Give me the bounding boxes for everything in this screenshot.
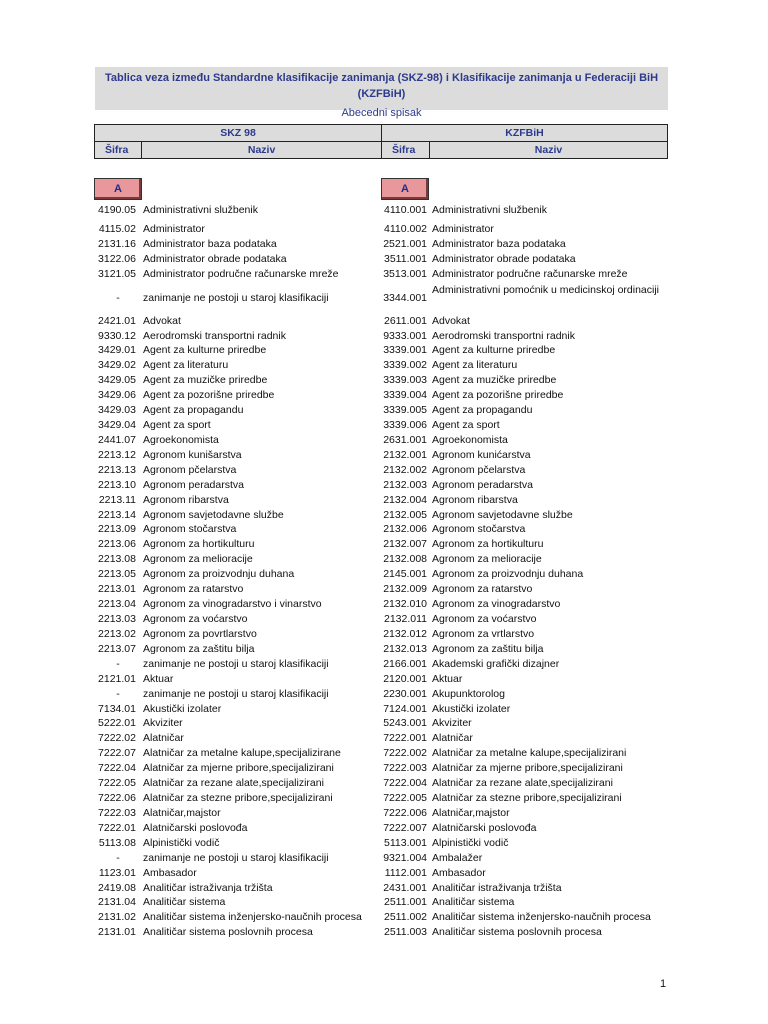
skz98-code: 2213.08: [98, 553, 136, 566]
kzfbih-code: 2611.001: [383, 314, 427, 327]
skz98-name: Agronom savjetodavne službe: [143, 508, 284, 521]
skz98-name: Agent za literaturu: [143, 359, 229, 372]
kzfbih-code: 2120.001: [383, 672, 427, 685]
skz98-name: Agent za kulturne priredbe: [143, 344, 267, 357]
skz98-code: 2213.04: [98, 598, 136, 611]
kzfbih-name: Alatničar za stezne pribore,specijalizirani: [432, 792, 622, 805]
skz98-code: 2131.02: [98, 911, 136, 924]
kzfbih-code: 7222.005: [383, 792, 427, 805]
skz98-code: 2213.05: [98, 568, 136, 581]
skz98-name: Agronom pčelarstva: [143, 463, 237, 476]
header-left-name: Naziv: [142, 142, 382, 159]
kzfbih-code: 2511.002: [383, 911, 427, 924]
kzfbih-name: Agronom savjetodavne službe: [432, 508, 573, 521]
kzfbih-code: 2132.007: [383, 538, 427, 551]
kzfbih-code: 1112.001: [384, 866, 427, 879]
kzfbih-name: Alatničar za metalne kalupe,specijalizirani: [432, 747, 627, 760]
kzfbih-name: Analitičar sistema: [432, 896, 515, 909]
kzfbih-name: Administrator: [432, 222, 494, 235]
kzfbih-name: Ambasador: [432, 866, 486, 879]
kzfbih-name: Administrativni pomoćnik u medicinskoj ordinaciji: [432, 283, 660, 296]
skz98-code: 2131.16: [98, 237, 136, 250]
kzfbih-code: 3344.001: [383, 291, 427, 304]
skz98-name: Akviziter: [143, 717, 183, 730]
kzfbih-code: 2166.001: [383, 657, 427, 670]
skz98-name: Agronom za zaštitu bilja: [143, 642, 255, 655]
skz98-code: 2213.12: [98, 448, 136, 461]
kzfbih-code: 7222.007: [383, 821, 427, 834]
skz98-name: Alatničar za stezne pribore,specijalizirani: [143, 792, 333, 805]
kzfbih-code: 2132.003: [383, 478, 427, 491]
kzfbih-code: 2521.001: [383, 237, 427, 250]
kzfbih-code: 2132.002: [383, 463, 427, 476]
kzfbih-code: 2145.001: [383, 568, 427, 581]
header-left-code: Šifra: [95, 142, 142, 159]
kzfbih-code: 2132.009: [383, 583, 427, 596]
skz98-code: -: [116, 291, 120, 304]
skz98-name: Alpinistički vodič: [143, 836, 220, 849]
skz98-name: Alatničarski poslovođa: [143, 821, 248, 834]
kzfbih-name: Alpinistički vodič: [432, 836, 509, 849]
skz98-code: 3429.05: [98, 374, 136, 387]
kzfbih-name: Administrator baza podataka: [432, 237, 566, 250]
skz98-code: 2441.07: [98, 433, 136, 446]
kzfbih-code: 7222.006: [383, 806, 427, 819]
skz98-name: zanimanje ne postoji u starој klasifikaciji: [143, 657, 329, 670]
kzfbih-code: 3339.003: [383, 374, 427, 387]
kzfbih-name: Akupunktorolog: [432, 687, 505, 700]
header-skz98: SKZ 98: [95, 125, 382, 142]
skz98-code: 2213.14: [98, 508, 136, 521]
skz98-name: Aktuar: [143, 672, 174, 685]
kzfbih-name: Analitičar sistema poslovnih procesa: [432, 926, 602, 939]
skz98-name: Analitičar istraživanja tržišta: [143, 881, 273, 894]
header-kzfbih: KZFBiH: [382, 125, 668, 142]
skz98-name: Agronom za proizvodnju duhana: [143, 568, 295, 581]
kzfbih-name: Advokat: [432, 314, 470, 327]
kzfbih-name: Agroekonomista: [432, 433, 508, 446]
kzfbih-name: Alatničar za rezane alate,specijalizirani: [432, 777, 613, 790]
skz98-name: Analitičar sistema poslovnih procesa: [143, 926, 313, 939]
kzfbih-code: 7222.002: [383, 747, 427, 760]
skz98-code: 2213.09: [98, 523, 136, 536]
title-banner: [95, 67, 668, 119]
kzfbih-name: Administrator područne računarske mreže: [432, 267, 628, 280]
header-right-name: Naziv: [430, 142, 668, 159]
skz98-code: 3429.02: [98, 359, 136, 372]
kzfbih-code: 2132.001: [383, 448, 427, 461]
section-letter-left: A: [94, 178, 142, 200]
skz98-code: 2419.08: [98, 881, 136, 894]
skz98-code: 5113.08: [98, 836, 136, 849]
kzfbih-name: Agronom kunićarstva: [432, 448, 531, 461]
kzfbih-name: Agent za propagandu: [432, 404, 533, 417]
skz98-name: Agronom za vinogradarstvo i vinarstvo: [143, 598, 322, 611]
kzfbih-name: Agent za kulturne priredbe: [432, 344, 556, 357]
kzfbih-code: 2631.001: [383, 433, 427, 446]
kzfbih-code: 3511.001: [383, 252, 427, 265]
skz98-name: Administrativni službenik: [143, 204, 258, 216]
kzfbih-name: Ambalažer: [432, 851, 483, 864]
kzfbih-code: 2132.006: [383, 523, 427, 536]
kzfbih-code: 5113.001: [383, 836, 427, 849]
kzfbih-name: Administrativni službenik: [432, 204, 547, 216]
skz98-name: Agronom za voćarstvo: [143, 613, 248, 625]
section-letter-right: A: [381, 178, 429, 200]
skz98-name: Agent za pozorišne priredbe: [143, 389, 275, 402]
document-title: Tablica veza između Standardne klasifikacije zanimanja (SKZ-98) i Klasifikacije zanimanja u Federaciji BiH (KZFBiH): [104, 72, 659, 100]
kzfbih-code: 3339.006: [383, 419, 427, 432]
kzfbih-code: 2132.013: [383, 642, 427, 655]
skz98-name: Aerodromski transportni radnik: [143, 329, 286, 342]
kzfbih-name: Alatničarski poslovođa: [432, 821, 537, 834]
kzfbih-code: 3339.004: [383, 389, 427, 402]
kzfbih-name: Agent za literaturu: [432, 359, 518, 372]
kzfbih-code: 7222.003: [383, 762, 427, 775]
skz98-code: 2213.03: [98, 613, 136, 625]
document-subtitle: Abecedni spisak: [341, 107, 422, 119]
skz98-name: Agronom za melioracije: [143, 553, 253, 566]
skz98-name: Alatničar za mjerne pribore,specijalizirani: [143, 762, 334, 775]
skz98-name: Agent za muzičke priredbe: [143, 374, 268, 387]
kzfbih-name: Alatničar: [432, 732, 473, 745]
skz98-code: 7222.07: [98, 747, 136, 760]
skz98-code: 9330.12: [98, 329, 136, 342]
skz98-code: 5222.01: [98, 717, 136, 730]
skz98-code: 2131.04: [98, 896, 136, 909]
kzfbih-code: 2511.001: [383, 896, 427, 909]
kzfbih-name: Agronom za voćarstvo: [432, 613, 537, 625]
kzfbih-code: 4110.001: [383, 204, 427, 216]
kzfbih-name: Agronom za ratarstvo: [432, 583, 533, 596]
skz98-code: 2421.01: [98, 314, 136, 327]
skz98-name: Administrator područne računarske mreže: [143, 267, 339, 280]
kzfbih-code: 7222.004: [383, 777, 427, 790]
page-number: 1: [660, 978, 667, 990]
kzfbih-name: Agronom za proizvodnju duhana: [432, 568, 584, 581]
kzfbih-code: 4110.002: [383, 222, 427, 235]
kzfbih-name: Agronom za zaštitu bilja: [432, 642, 544, 655]
skz98-name: Ambasador: [143, 866, 197, 879]
skz98-name: Agent za propagandu: [143, 404, 244, 417]
skz98-code: -: [116, 687, 120, 700]
kzfbih-name: Agronom za hortikulturu: [432, 538, 544, 551]
kzfbih-code: 7124.001: [383, 702, 427, 715]
skz98-code: 7134.01: [98, 702, 136, 715]
kzfbih-code: 2230.001: [383, 687, 427, 700]
kzfbih-code: 2132.004: [383, 493, 427, 506]
skz98-code: 3429.04: [98, 419, 136, 432]
skz98-name: Analitičar sistema inženjersko-naučnih procesa: [143, 911, 362, 924]
kzfbih-code: 2132.011: [383, 613, 427, 625]
skz98-code: 7222.05: [98, 777, 136, 790]
skz98-name: Agronom za ratarstvo: [143, 583, 244, 596]
kzfbih-name: Aktuar: [432, 672, 463, 685]
kzfbih-name: Analitičar istraživanja tržišta: [432, 881, 562, 894]
skz98-code: -: [116, 657, 120, 670]
skz98-code: 2213.01: [98, 583, 136, 596]
kzfbih-name: Agronom stočarstva: [432, 523, 526, 536]
skz98-name: Administrator obrade podataka: [143, 252, 287, 265]
skz98-code: 2131.01: [98, 926, 136, 939]
skz98-code: 7222.01: [98, 821, 136, 834]
skz98-name: Advokat: [143, 314, 181, 327]
skz98-code: 2121.01: [98, 672, 136, 685]
skz98-code: 7222.03: [98, 806, 136, 819]
kzfbih-name: Agent za sport: [432, 419, 500, 432]
skz98-name: Analitičar sistema: [143, 896, 226, 909]
skz98-code: 7222.04: [98, 762, 136, 775]
kzfbih-code: 9333.001: [383, 329, 427, 342]
skz98-code: 4190.05: [98, 204, 136, 216]
skz98-name: Akustički izolater: [143, 702, 222, 715]
skz98-code: 2213.07: [98, 642, 136, 655]
skz98-name: Agronom kunišarstva: [143, 448, 242, 461]
kzfbih-code: 3339.002: [383, 359, 427, 372]
skz98-code: 3429.03: [98, 404, 136, 417]
skz98-code: 2213.06: [98, 538, 136, 551]
kzfbih-name: Aerodromski transportni radnik: [432, 329, 575, 342]
skz98-name: Alatničar: [143, 732, 184, 745]
kzfbih-name: Administrator obrade podataka: [432, 252, 576, 265]
skz98-name: Administrator: [143, 222, 205, 235]
kzfbih-name: Agronom ribarstva: [432, 493, 518, 506]
kzfbih-code: 3339.001: [383, 344, 427, 357]
kzfbih-name: Agronom peradarstva: [432, 478, 533, 491]
skz98-name: zanimanje ne postoji u starој klasifikaciji: [143, 291, 329, 304]
kzfbih-name: Akviziter: [432, 717, 472, 730]
skz98-name: Alatničar za metalne kalupe,specijalizirane: [143, 747, 341, 760]
skz98-code: 3121.05: [98, 267, 136, 280]
skz98-name: Agroekonomista: [143, 433, 219, 446]
skz98-code: 3429.01: [98, 344, 136, 357]
kzfbih-name: Agent za muzičke priredbe: [432, 374, 557, 387]
kzfbih-name: Alatničar,majstor: [432, 806, 510, 819]
skz98-name: Agronom peradarstva: [143, 478, 244, 491]
skz98-name: zanimanje ne postoji u starој klasifikaciji: [143, 851, 329, 864]
skz98-code: 3122.06: [98, 252, 136, 265]
skz98-name: Alatničar za rezane alate,specijalizirani: [143, 777, 324, 790]
skz98-name: Agronom stočarstva: [143, 523, 237, 536]
header-right-code: Šifra: [382, 142, 430, 159]
skz98-name: Agronom za hortikulturu: [143, 538, 255, 551]
skz98-code: 2213.02: [98, 627, 136, 640]
kzfbih-code: 3339.005: [383, 404, 427, 417]
kzfbih-name: Agronom za vinogradarstvo: [432, 598, 561, 611]
kzfbih-name: Agent za pozorišne priredbe: [432, 389, 564, 402]
kzfbih-code: 2132.010: [383, 598, 427, 611]
skz98-name: Alatničar,majstor: [143, 806, 221, 819]
skz98-code: 2213.11: [98, 493, 136, 506]
kzfbih-code: 2132.012: [383, 627, 427, 640]
kzfbih-code: 2132.005: [383, 508, 427, 521]
kzfbih-code: 9321.004: [383, 851, 427, 864]
skz98-code: 2213.10: [98, 478, 136, 491]
skz98-name: Agronom ribarstva: [143, 493, 229, 506]
kzfbih-code: 2511.003: [383, 926, 427, 939]
kzfbih-name: Akademski grafički dizajner: [432, 657, 560, 670]
skz98-code: 2213.13: [98, 463, 136, 476]
skz98-code: 3429.06: [98, 389, 136, 402]
kzfbih-code: 3513.001: [383, 267, 427, 280]
column-header-table: [94, 124, 668, 159]
kzfbih-code: 7222.001: [383, 732, 427, 745]
skz98-name: zanimanje ne postoji u starој klasifikaciji: [143, 687, 329, 700]
kzfbih-name: Agronom za melioracije: [432, 553, 542, 566]
skz98-code: -: [116, 851, 120, 864]
skz98-code: 4115.02: [98, 222, 136, 235]
kzfbih-code: 5243.001: [383, 717, 427, 730]
kzfbih-code: 2132.008: [383, 553, 427, 566]
skz98-name: Agronom za povrtlarstvo: [143, 627, 257, 640]
skz98-name: Administrator baza podataka: [143, 237, 277, 250]
kzfbih-name: Analitičar sistema inženjersko-naučnih procesa: [432, 911, 651, 924]
skz98-code: 7222.06: [98, 792, 136, 805]
kzfbih-code: 2431.001: [383, 881, 427, 894]
skz98-name: Agent za sport: [143, 419, 211, 432]
kzfbih-name: Agronom za vrtlarstvo: [432, 627, 535, 640]
skz98-code: 1123.01: [98, 866, 136, 879]
kzfbih-name: Agronom pčelarstva: [432, 463, 526, 476]
kzfbih-name: Alatničar za mjerne pribore,specijalizirani: [432, 762, 623, 775]
skz98-code: 7222.02: [98, 732, 136, 745]
kzfbih-name: Akustički izolater: [432, 702, 511, 715]
